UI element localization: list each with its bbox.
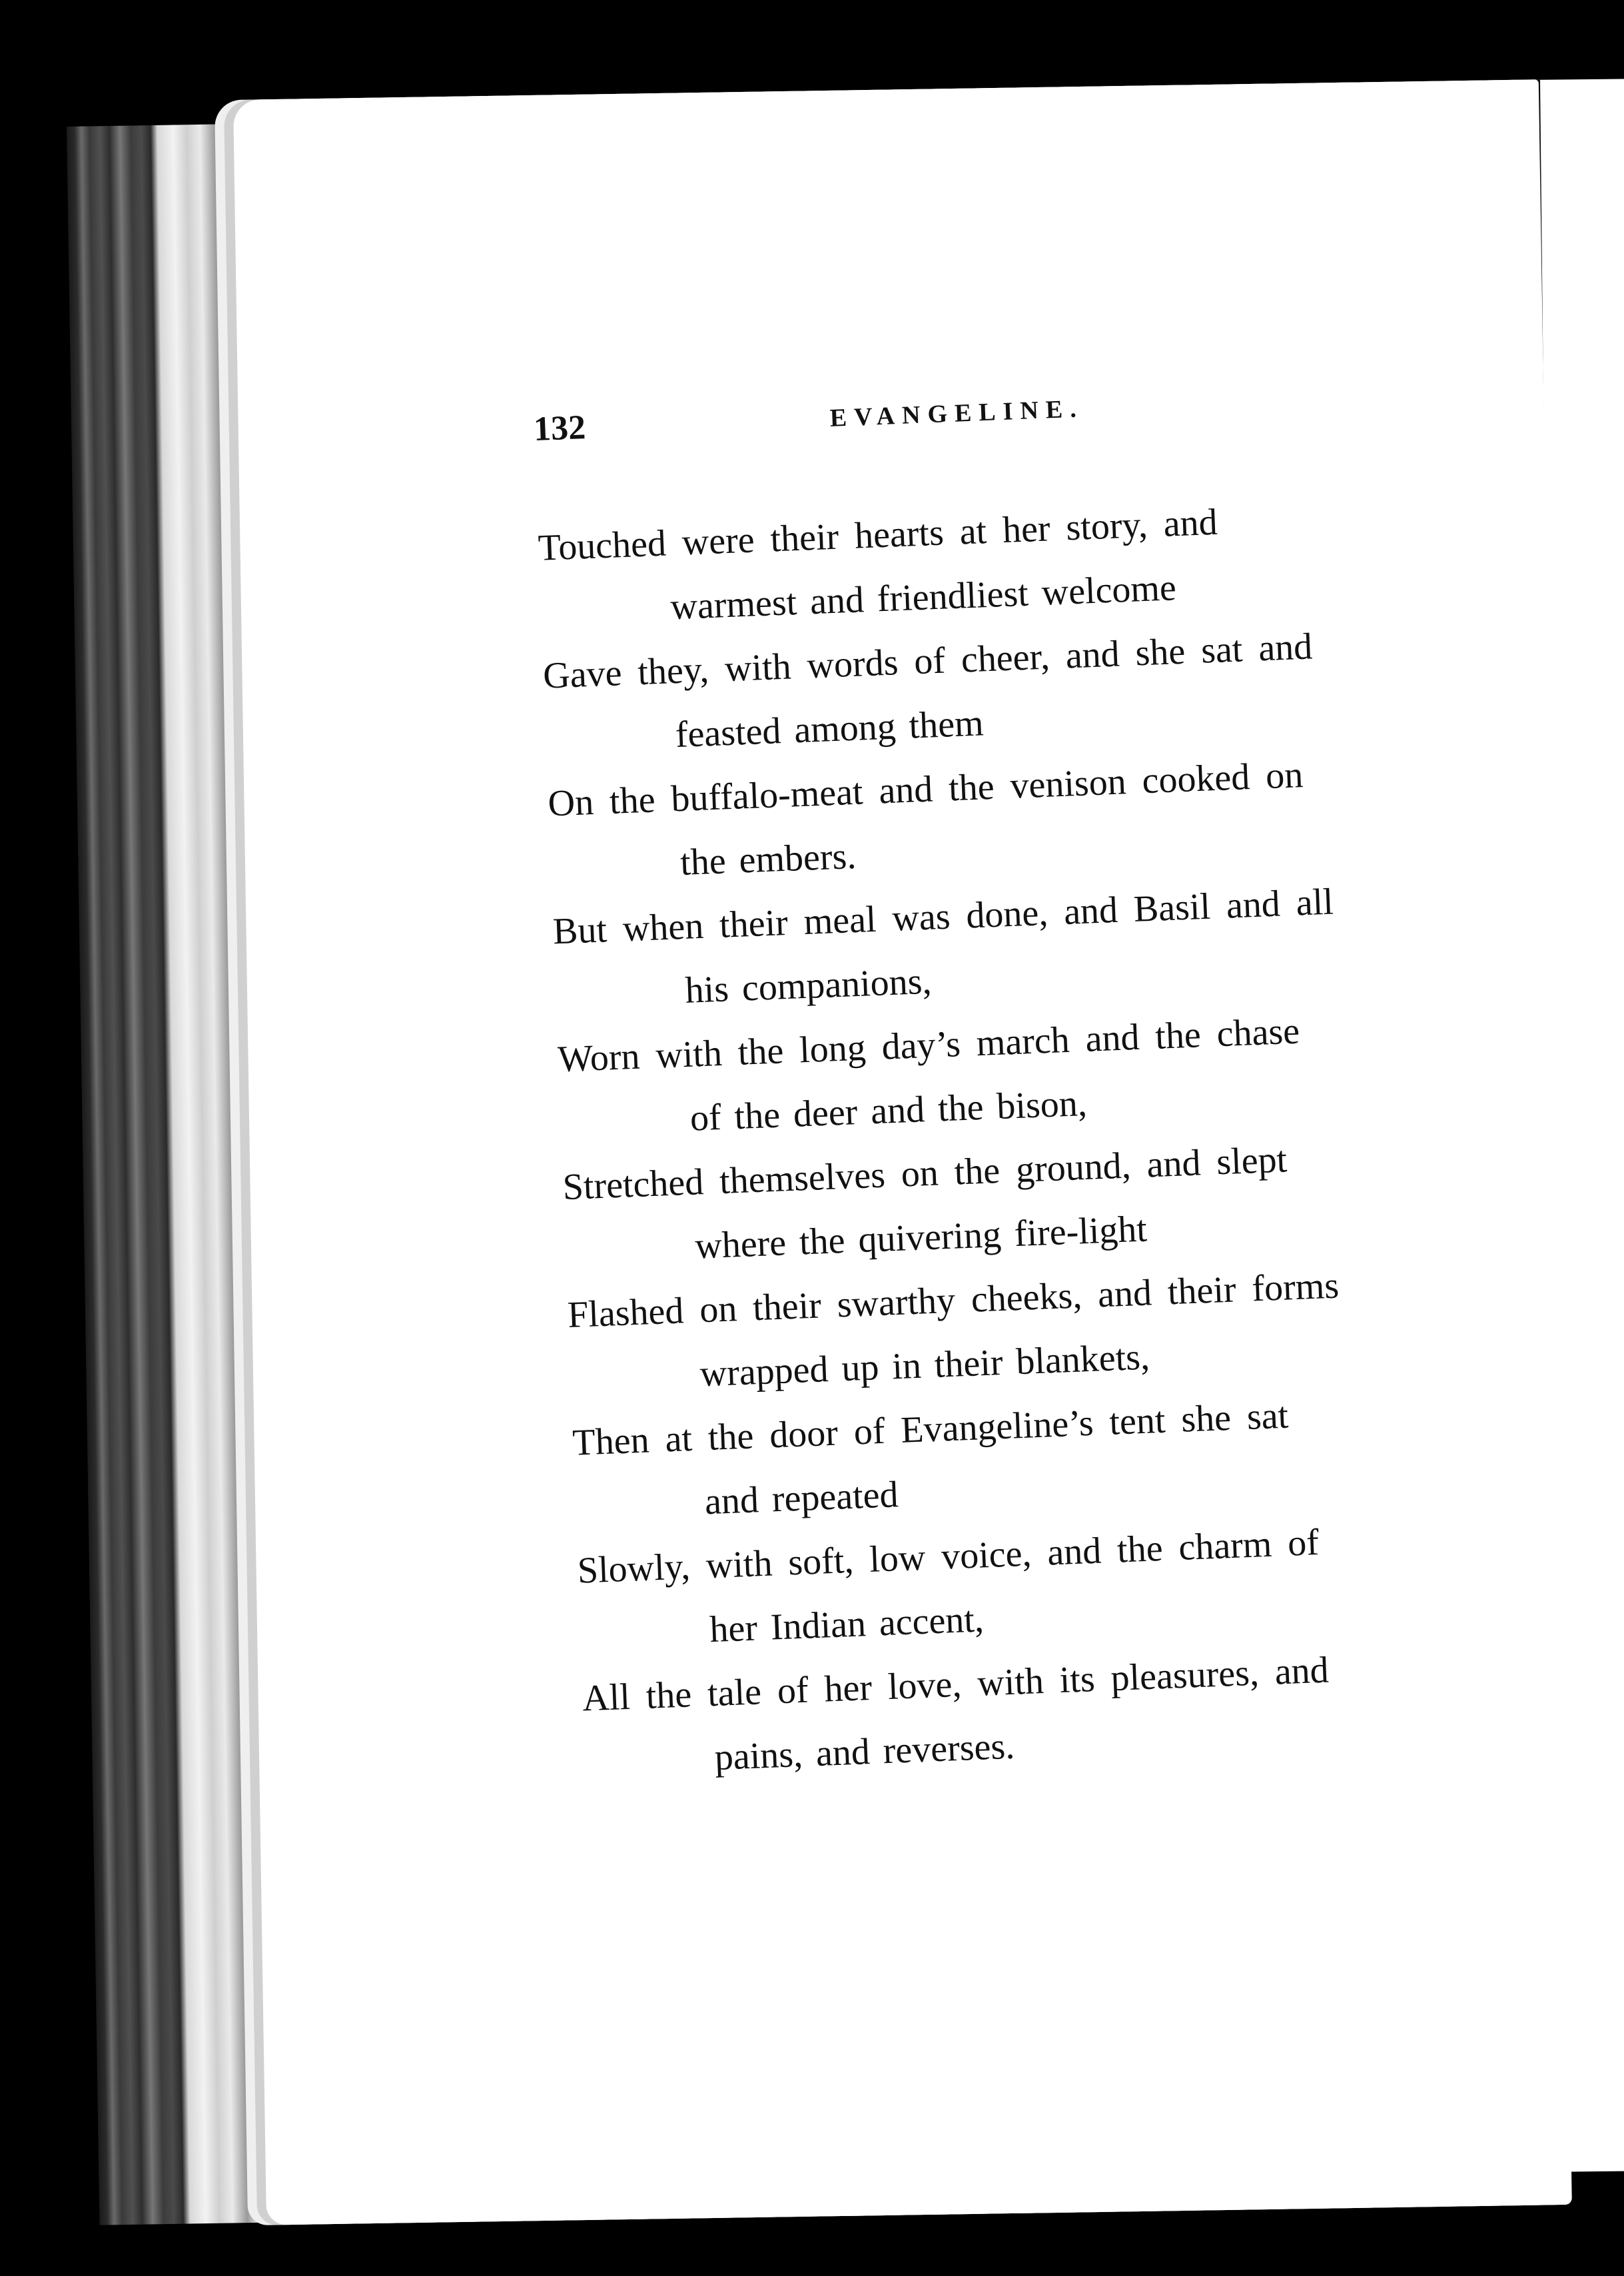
verse-line: But when their meal was done, and Basil and all [552,881,1334,953]
page-text [533,374,1505,1794]
verse-line: Stretched themselves on the ground, and slept [562,1139,1288,1209]
poem [537,481,1505,1795]
verse-continuation: pains, and reverses. [713,1725,1016,1778]
verse-continuation: feasted among them [674,702,985,756]
verse-continuation: his companions, [684,960,933,1011]
running-title: EVANGELINE. [829,394,1084,432]
verse-line: Then at the door of Evangeline’s tent she sat [572,1395,1290,1464]
verse-line: Gave they, with words of cheer, and she sat and [542,626,1314,697]
page-number: 132 [533,408,587,448]
verse-line: On the buffalo-meat and the venison cooked on [547,754,1304,825]
verse-line: Slowly, with soft, low voice, and the charm of [576,1521,1320,1592]
verse-continuation: the embers. [679,835,857,883]
verse-line: Worn with the long day’s march and the chase [557,1010,1301,1081]
verse-continuation: and repeated [703,1474,899,1523]
verse-continuation: of the deer and the bison, [689,1082,1088,1139]
verse-continuation: warmest and friendliest welcome [669,567,1177,628]
verse-line: Flashed on their swarthy cheeks, and their forms [567,1265,1340,1336]
verse-continuation: wrapped up in their blankets, [699,1336,1151,1395]
verse-continuation: her Indian accent, [709,1598,985,1651]
verse-line: Touched were their hearts at her story, and [537,501,1218,569]
verse-continuation: where the quivering fire-light [694,1208,1148,1267]
verse-line: All the tale of her love, with its pleasures, and [582,1649,1330,1720]
